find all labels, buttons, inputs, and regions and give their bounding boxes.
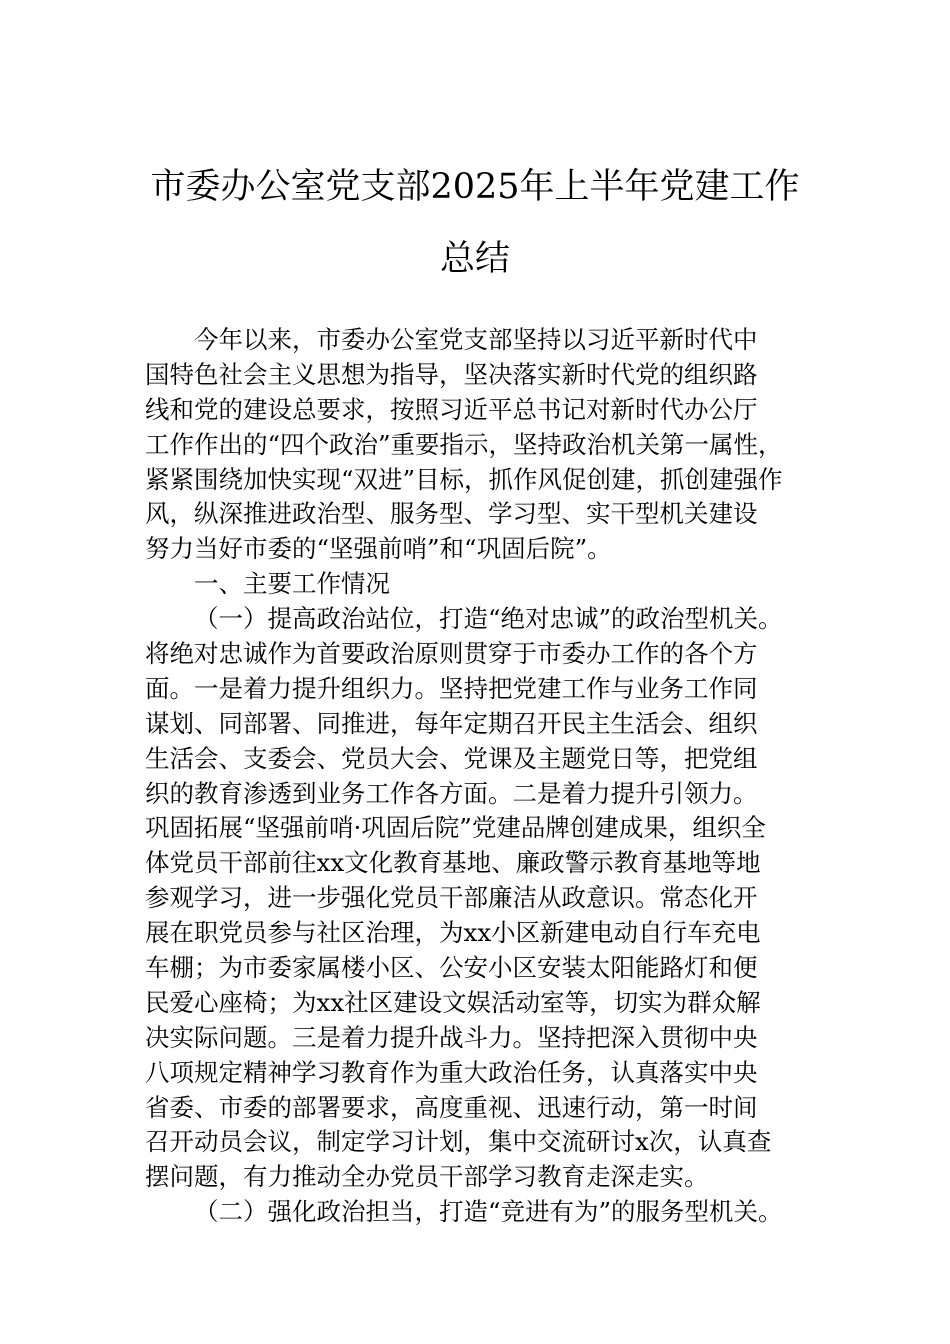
body-line: 决实际问题。三是着力提升战斗力。坚持把深入贯彻中央	[145, 1022, 758, 1052]
section-heading: 一、主要工作情况	[194, 569, 390, 599]
body-line: 民爱心座椅；为xx社区建设文娱活动室等，切实为群众解	[145, 987, 761, 1017]
document-title-line-2: 总结	[439, 239, 510, 279]
body-line: 紧紧围绕加快实现“双进”目标，抓作风促创建，抓创建强作	[145, 464, 783, 494]
body-line: 今年以来，市委办公室党支部坚持以习近平新时代中	[194, 325, 758, 354]
body-line: 八项规定精神学习教育作为重大政治任务，认真落实中央	[145, 1057, 758, 1087]
body-line: 生活会、支委会、党员大会、党课及主题党日等，把党组	[145, 743, 758, 773]
body-line: 国特色社会主义思想为指导，坚决落实新时代党的组织路	[145, 359, 758, 389]
body-line: 巩固拓展“坚强前哨·巩固后院”党建品牌创建成果，组织全	[145, 813, 766, 843]
body-line: 车棚；为市委家属楼小区、公安小区安装太阳能路灯和便	[145, 953, 758, 983]
body-line: 线和党的建设总要求，按照习近平总书记对新时代办公厅	[145, 394, 758, 424]
body-line: 省委、市委的部署要求，高度重视、迅速行动，第一时间	[145, 1092, 758, 1122]
body-line: 召开动员会议，制定学习计划，集中交流研讨x次，认真查	[145, 1127, 772, 1157]
body-line: 工作作出的“四个政治”重要指示，坚持政治机关第一属性，	[145, 429, 783, 459]
document-body	[145, 323, 810, 1230]
body-line: 努力当好市委的“坚强前哨”和“巩固后院”。	[145, 534, 612, 564]
body-line: 体党员干部前往xx文化教育基地、廉政警示教育基地等地	[145, 848, 761, 878]
body-line: 将绝对忠诚作为首要政治原则贯穿于市委办工作的各个方	[145, 639, 758, 669]
body-line: 谋划、同部署、同推进，每年定期召开民主生活会、组织	[145, 708, 758, 738]
body-line: 风，纵深推进政治型、服务型、学习型、实干型机关建设	[145, 499, 758, 529]
body-line: 织的教育渗透到业务工作各方面。二是着力提升引领力。	[145, 778, 758, 808]
body-line: 展在职党员参与社区治理，为xx小区新建电动自行车充电	[145, 918, 761, 948]
subsection-heading: （一）提高政治站位，打造“绝对忠诚”的政治型机关。	[194, 604, 783, 634]
subsection-heading: （二）强化政治担当，打造“竞进有为”的服务型机关。	[194, 1197, 783, 1227]
body-line: 参观学习，进一步强化党员干部廉洁从政意识。常态化开	[145, 883, 758, 913]
document-title-line-1: 市委办公室党支部2025年上半年党建工作	[150, 167, 800, 207]
body-line: 面。一是着力提升组织力。坚持把党建工作与业务工作同	[145, 673, 758, 703]
body-line: 摆问题，有力推动全办党员干部学习教育走深走实。	[145, 1162, 709, 1192]
